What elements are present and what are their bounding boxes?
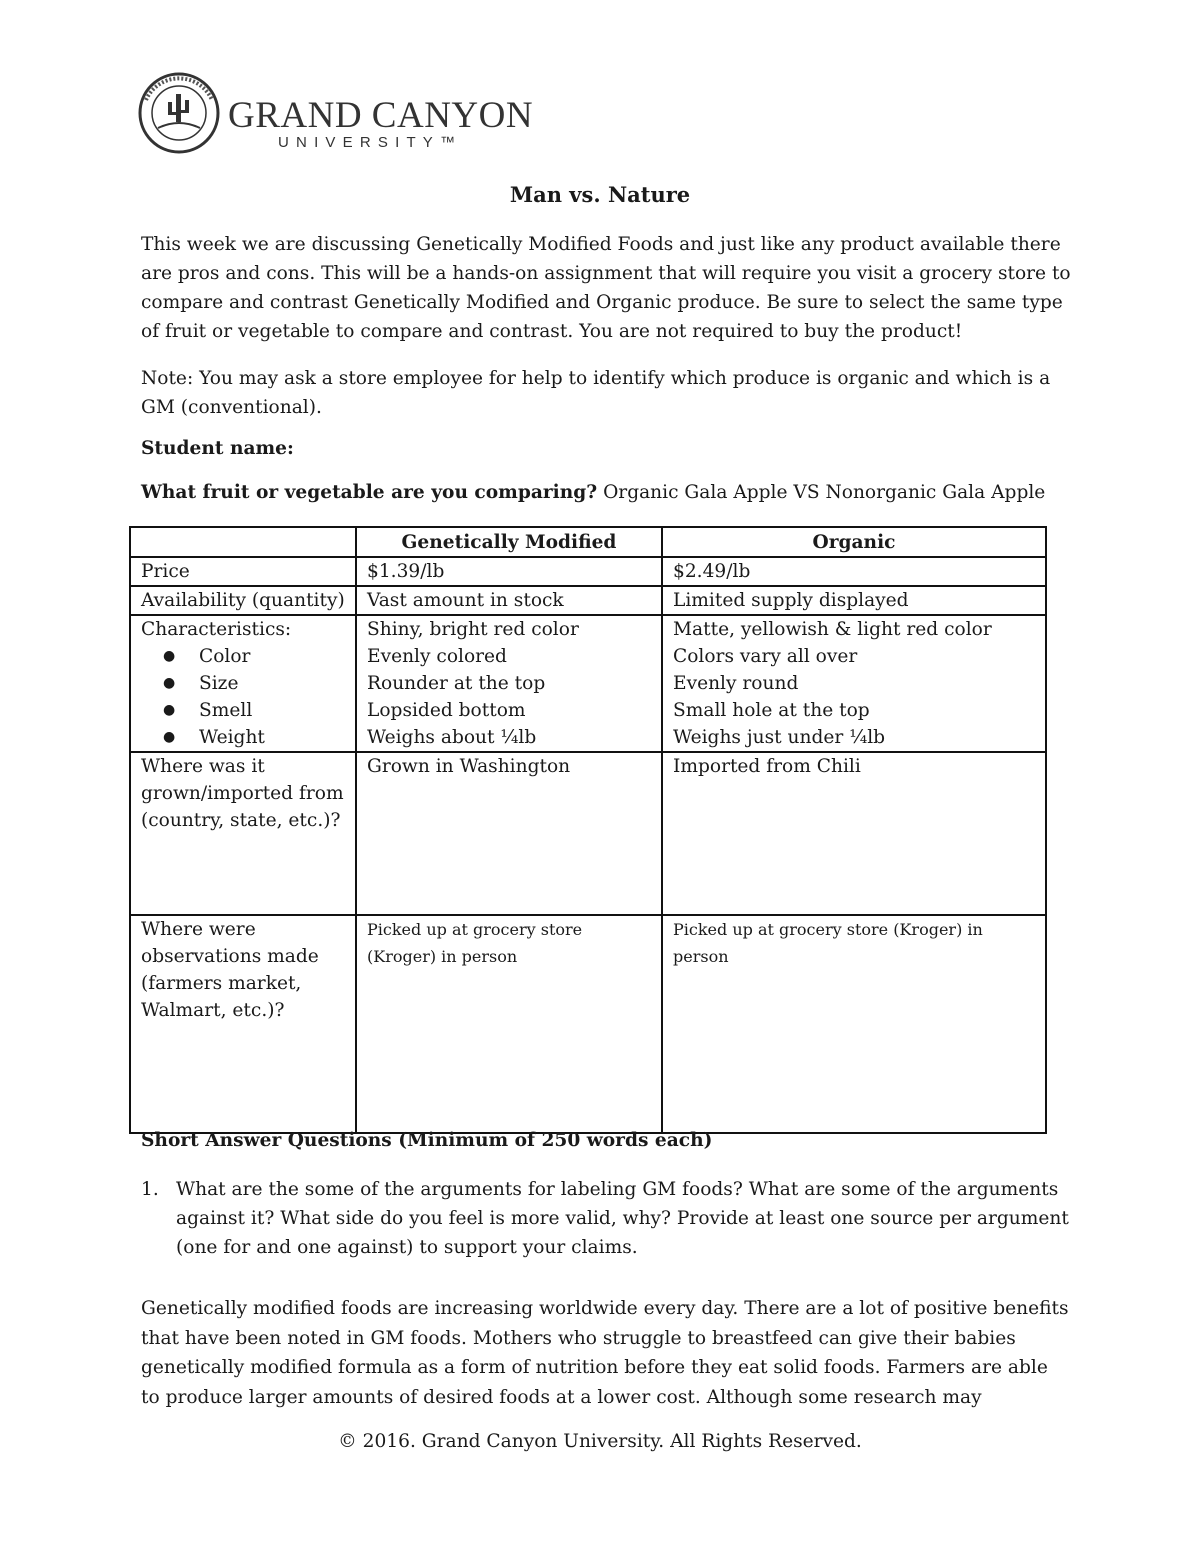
note-paragraph: Note: You may ask a store employee for help to identify which produce is organic and which is a GM (conventional).: [141, 368, 1051, 418]
gm-value: Vast amount in stock: [356, 586, 662, 615]
answer-paragraph: Genetically modified foods are increasing worldwide every day. There are a lot of positive benefits that have been noted in GM foods. Mothers who struggle to breastfeed can give their babies genetically modified formula as a form of nutrition before they eat solid foods. Farmers are able to produce larger amounts of desired foods at a lower cost. Although some research may: [141, 1298, 1069, 1408]
table-row-origin: [130, 752, 1046, 915]
question-text: What are the some of the arguments for labeling GM foods? What are some of the arguments against it? What side do you feel is more valid, why? Provide at least one source per argument (one for and one against) to support your claims.: [176, 1179, 1069, 1258]
row-label: Price: [130, 557, 356, 586]
student-name-label: Student name:: [141, 438, 294, 459]
characteristics-list: [141, 643, 345, 751]
list-item: ● Weight: [199, 724, 345, 751]
organic-value: [662, 615, 1046, 752]
table-row-availability: [130, 586, 1046, 615]
organic-value: Picked up at grocery store (Kroger) in person: [662, 915, 1046, 1133]
gm-value: Picked up at grocery store (Kroger) in person: [356, 915, 662, 1133]
gm-line: Evenly colored: [367, 646, 507, 667]
row-label: Where was it grown/imported from (country, state, etc.)?: [130, 752, 356, 915]
table-row-price: [130, 557, 1046, 586]
organic-line: Colors vary all over: [673, 646, 858, 667]
organic-value: Limited supply displayed: [662, 586, 1046, 615]
table-row-observed: [130, 915, 1046, 1133]
organic-line: Small hole at the top: [673, 700, 870, 721]
gm-line: Shiny, bright red color: [367, 619, 579, 640]
list-item: ● Size: [199, 670, 345, 697]
gm-value: Grown in Washington: [356, 752, 662, 915]
organic-value: $2.49/lb: [662, 557, 1046, 586]
row-label: Where were observations made (farmers market, Walmart, etc.)?: [130, 915, 356, 1133]
gm-value: $1.39/lb: [356, 557, 662, 586]
copyright-footer: © 2016. Grand Canyon University. All Rights Reserved.: [338, 1431, 862, 1452]
organic-line: Evenly round: [673, 673, 799, 694]
table-header-row: [130, 527, 1046, 557]
table-header-organic: Organic: [662, 527, 1046, 557]
table-header-blank: [130, 527, 356, 557]
gm-value: [356, 615, 662, 752]
list-item: ● Color: [199, 643, 345, 670]
intro-paragraph: This week we are discussing Genetically Modified Foods and just like any product available there are pros and cons. This will be a hands-on assignment that will require you visit a grocery store to compare and contrast Genetically Modified and Organic produce. Be sure to select the same type of fruit or vegetable to compare and contrast. You are not required to buy the product!: [141, 234, 1071, 342]
university-logo: [138, 70, 534, 156]
table-header-gm: Genetically Modified: [356, 527, 662, 557]
row-label: [130, 615, 356, 752]
question-1: [141, 1175, 1071, 1262]
logo-wordmark: GRAND CANYON: [228, 95, 534, 136]
list-item: ● Smell: [199, 697, 345, 724]
comparison-table: [129, 526, 1047, 1134]
question-number: 1.: [141, 1179, 159, 1200]
characteristics-label: Characteristics:: [141, 619, 292, 640]
gm-line: Lopsided bottom: [367, 700, 526, 721]
short-answer-heading: Short Answer Questions (Minimum of 250 words each): [141, 1130, 713, 1151]
gm-line: Weighs about ¼lb: [367, 727, 537, 748]
gm-line: Rounder at the top: [367, 673, 546, 694]
compare-answer: Organic Gala Apple VS Nonorganic Gala Apple: [597, 482, 1046, 503]
compare-question: What fruit or vegetable are you comparing?: [141, 482, 598, 503]
logo-subtitle: UNIVERSITY™: [278, 134, 463, 151]
table-row-characteristics: [130, 615, 1046, 752]
university-seal-icon: [138, 70, 220, 156]
organic-line: Matte, yellowish & light red color: [673, 619, 992, 640]
organic-line: Weighs just under ¼lb: [673, 727, 886, 748]
compare-line: [141, 482, 1045, 503]
row-label: Availability (quantity): [130, 586, 356, 615]
page-title: Man vs. Nature: [509, 182, 691, 207]
organic-value: Imported from Chili: [662, 752, 1046, 915]
